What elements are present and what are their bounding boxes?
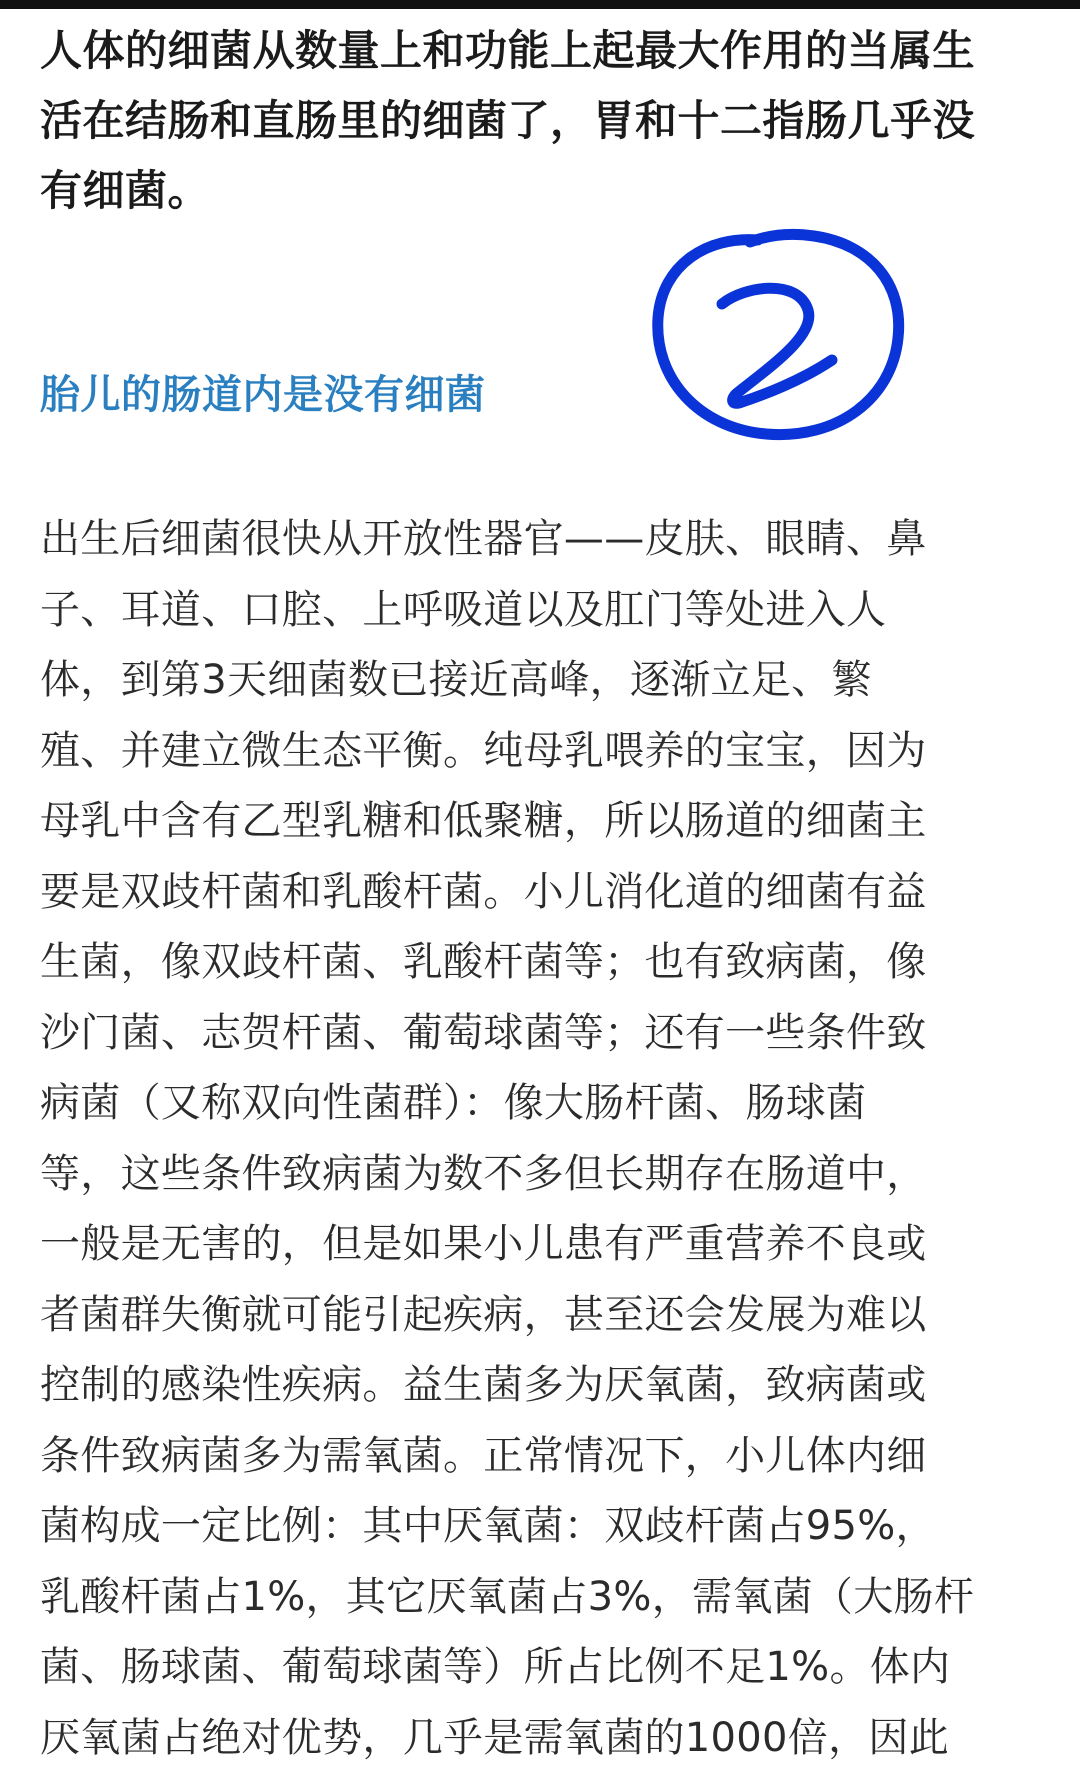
body-line: 出生后细菌很快从开放性器官——皮肤、眼睛、鼻	[40, 504, 1040, 575]
body-line: 一般是无害的，但是如果小儿患有严重营养不良或	[40, 1209, 1040, 1280]
body-line: 病菌（又称双向性菌群）：像大肠杆菌、肠球菌	[40, 1068, 1040, 1139]
body-line: 控制的感染性疾病。益生菌多为厌氧菌，致病菌或	[40, 1350, 1040, 1421]
body-line: 生菌，像双歧杆菌、乳酸杆菌等；也有致病菌，像	[40, 927, 1040, 998]
body-line: 者菌群失衡就可能引起疾病，甚至还会发展为难以	[40, 1280, 1040, 1351]
body-line: 殖、并建立微生态平衡。纯母乳喂养的宝宝，因为	[40, 716, 1040, 787]
body-line: 菌、肠球菌、葡萄球菌等）所占比例不足1%。体内	[40, 1632, 1040, 1703]
handwritten-number-annotation	[648, 228, 910, 450]
top-status-strip	[0, 0, 1080, 9]
intro-line: 有细菌。	[40, 156, 1040, 226]
body-line: 厌氧菌占绝对优势，几乎是需氧菌的1000倍，因此	[40, 1703, 1040, 1773]
body-line: 子、耳道、口腔、上呼吸道以及肛门等处进入人	[40, 575, 1040, 646]
body-line: 体，到第3天细菌数已接近高峰，逐渐立足、繁	[40, 645, 1040, 716]
intro-line: 人体的细菌从数量上和功能上起最大作用的当属生	[40, 16, 1040, 86]
body-line: 沙门菌、志贺杆菌、葡萄球菌等；还有一些条件致	[40, 998, 1040, 1069]
body-line: 菌构成一定比例：其中厌氧菌：双歧杆菌占95%，	[40, 1491, 1040, 1562]
annotation-digit-two-stroke	[722, 288, 832, 403]
body-line: 等，这些条件致病菌为数不多但长期存在肠道中，	[40, 1139, 1040, 1210]
annotation-circle-stroke	[658, 234, 899, 434]
body-line: 乳酸杆菌占1%，其它厌氧菌占3%，需氧菌（大肠杆	[40, 1562, 1040, 1633]
section-heading: 胎儿的肠道内是没有细菌	[40, 360, 486, 430]
body-line: 要是双歧杆菌和乳酸杆菌。小儿消化道的细菌有益	[40, 857, 1040, 928]
body-line: 条件致病菌多为需氧菌。正常情况下，小儿体内细	[40, 1421, 1040, 1492]
body-paragraph	[40, 504, 1040, 1773]
intro-line: 活在结肠和直肠里的细菌了，胃和十二指肠几乎没	[40, 86, 1040, 156]
body-line: 母乳中含有乙型乳糖和低聚糖，所以肠道的细菌主	[40, 786, 1040, 857]
intro-paragraph	[40, 16, 1040, 226]
